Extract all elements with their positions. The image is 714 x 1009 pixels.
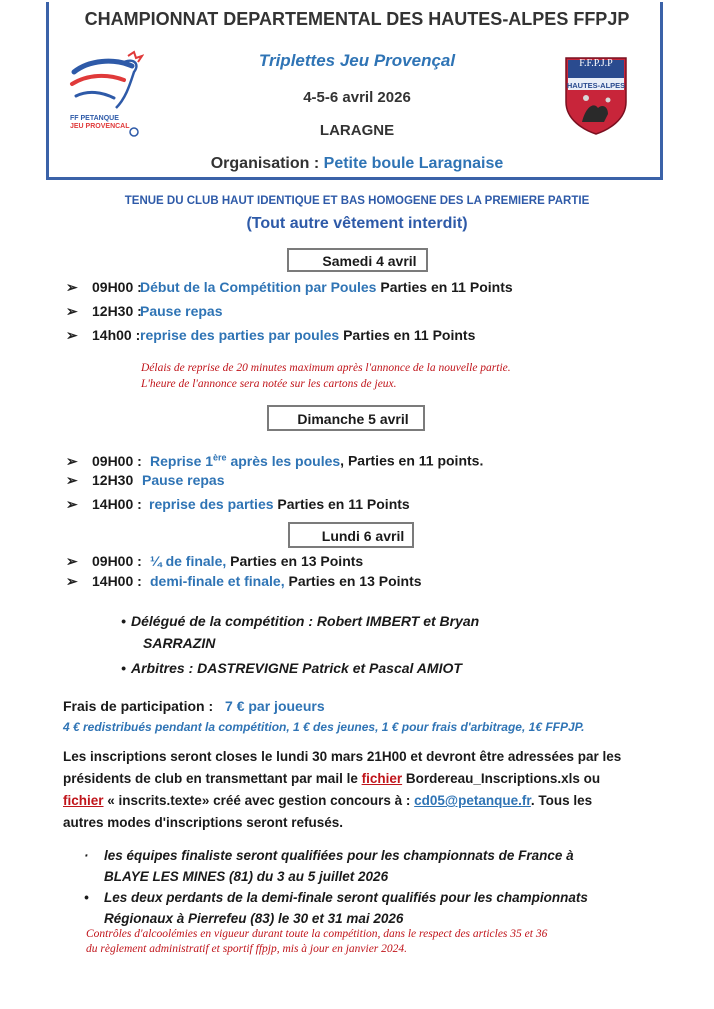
- page-title: CHAMPIONNAT DEPARTEMENTAL DES HAUTES-ALPES FFPJP: [84, 9, 630, 29]
- delegate: [121, 613, 479, 629]
- organisation-value: Petite boule Laragnaise: [323, 155, 504, 172]
- fichier-link[interactable]: fichier: [361, 771, 403, 786]
- item-event: reprise des parties: [149, 496, 274, 512]
- event-dates: 4-5-6 avril 2026: [303, 89, 411, 106]
- item-detail: Parties en 11 Points: [277, 496, 410, 512]
- item-event: demi-finale et finale,: [150, 573, 285, 589]
- registration-paragraph: [63, 746, 663, 834]
- schedule-item: [66, 573, 422, 590]
- registration-line4: autres modes d'inscriptions seront refusés.: [63, 815, 344, 830]
- item-detail: Parties en 13 Points: [288, 573, 422, 589]
- item-time: 14H00 :: [92, 496, 142, 512]
- arrow-icon: ➢: [66, 303, 78, 319]
- bullet-dot-icon: •: [84, 890, 89, 905]
- arrow-icon: ➢: [66, 452, 78, 469]
- q1-line1: les équipes finaliste seront qualifiées pour les championnats de France à: [104, 848, 574, 863]
- item-event-post: après les poules: [226, 452, 341, 469]
- dress-code-line1: TENUE DU CLUB HAUT IDENTIQUE ET BAS HOMOGENE DES LA PREMIERE PARTIE: [124, 195, 590, 207]
- organisation: [60, 155, 654, 173]
- item-time: 09H00 :: [92, 279, 142, 295]
- q2-line1: Les deux perdants de la demi-finale seront qualifiés pour les championnats: [104, 890, 588, 905]
- registration-line3-mid: « inscrits.texte» créé avec gestion concours à :: [103, 793, 415, 808]
- page-subtitle: Triplettes Jeu Provençal: [258, 51, 456, 70]
- item-detail: Parties en 11 Points: [343, 327, 476, 343]
- q1-line2: BLAYE LES MINES (81) du 3 au 5 juillet 2026: [104, 869, 389, 884]
- saturday-note-1: Délais de reprise de 20 minutes maximum après l'annonce de la nouvelle partie.: [141, 362, 511, 374]
- schedule-item: [66, 553, 363, 570]
- item-event-sup: ère: [213, 452, 227, 462]
- schedule-item: [66, 452, 483, 470]
- item-event: Début de la Compétition par Poules: [140, 279, 377, 295]
- arrow-icon: ➢: [66, 573, 78, 589]
- schedule-item: [66, 279, 513, 296]
- registration-line1: Les inscriptions seront closes le lundi 30 mars 21H00 et devront être adressées par les: [63, 749, 622, 764]
- schedule-item: [66, 327, 475, 344]
- registration-line3-post: . Tous les: [530, 793, 593, 808]
- logo-left-line2: JEU PROVENCAL: [70, 123, 130, 130]
- event-place: LARAGNE: [319, 122, 395, 139]
- item-event: [150, 453, 340, 469]
- registration-line3: [63, 790, 663, 812]
- logo-right-line1: F.F.P.J.P: [579, 58, 613, 69]
- arrow-icon: ➢: [66, 553, 78, 569]
- arrow-icon: ➢: [66, 496, 78, 512]
- item-detail: , Parties en 11 points.: [340, 452, 484, 469]
- registration-line2: [63, 768, 663, 790]
- email-link[interactable]: cd05@petanque.fr: [414, 793, 531, 808]
- referees: [121, 660, 462, 676]
- qualification-2: [84, 887, 588, 929]
- item-time: 12H30 :: [92, 303, 142, 319]
- registration-line2-pre: présidents de club en transmettant par mail le: [63, 771, 362, 786]
- item-event: Pause repas: [140, 303, 223, 319]
- item-event: reprise des parties par poules: [140, 327, 340, 343]
- q2-line2: Régionaux à Pierrefeu (83) le 30 et 31 mai 2026: [104, 911, 404, 926]
- fees-label: Frais de participation :: [63, 698, 214, 714]
- item-detail: Parties en 11 Points: [380, 279, 513, 295]
- arrow-icon: ➢: [66, 327, 78, 343]
- fichier-link-2[interactable]: fichier: [63, 793, 104, 808]
- item-time: 09H00 :: [92, 553, 142, 569]
- arrow-icon: ➢: [66, 472, 78, 488]
- dress-code-line2: (Tout autre vêtement interdit): [246, 215, 468, 232]
- alcohol-note: [86, 927, 547, 957]
- saturday-note-2: L'heure de l'annonce sera notée sur les cartons de jeux.: [141, 378, 397, 390]
- day-monday-box: Lundi 6 avril: [288, 522, 414, 548]
- item-detail: Parties en 13 Points: [230, 553, 364, 569]
- schedule-item: [66, 303, 223, 320]
- item-event: Pause repas: [142, 472, 225, 488]
- bullet-dot-icon: •: [121, 613, 126, 629]
- delegate-line2: SARRAZIN: [143, 635, 216, 651]
- item-event-pre: Reprise 1: [150, 452, 214, 469]
- logo-right-line2: HAUTES-ALPES: [566, 81, 626, 90]
- item-time: 09H00 :: [92, 452, 142, 469]
- item-event: ¼ de finale,: [150, 553, 227, 569]
- item-time: 12H30: [92, 472, 134, 488]
- alcohol-note-line2: du règlement administratif et sportif ffpjp, mis à jour en janvier 2024.: [86, 943, 408, 955]
- delegate-line1: Délégué de la compétition : Robert IMBERT et Bryan: [131, 613, 480, 629]
- registration-line2-post: Bordereau_Inscriptions.xls ou: [402, 771, 601, 786]
- fees-breakdown: 4 € redistribués pendant la compétition, 1 € des jeunes, 1 € pour frais d'arbitrage, 1€ FFPJP.: [63, 720, 585, 734]
- bullet-dot-icon: •: [121, 660, 126, 676]
- alcohol-note-line1: Contrôles d'alcoolémies en vigueur durant toute la compétition, dans le respect des articles 35 et 36: [86, 928, 548, 940]
- day-sunday-box: Dimanche 5 avril: [267, 405, 425, 431]
- logo-left-line1: FF PETANQUE: [70, 115, 119, 122]
- bullet-dot-icon: ·: [84, 848, 89, 863]
- day-saturday-box: Samedi 4 avril: [287, 248, 428, 272]
- fees: [63, 698, 325, 714]
- arrow-icon: ➢: [66, 279, 78, 295]
- item-time: 14H00 :: [92, 573, 142, 589]
- schedule-item: [66, 496, 410, 513]
- schedule-item: [66, 472, 225, 489]
- referees-text: Arbitres : DASTREVIGNE Patrick et Pascal AMIOT: [131, 660, 462, 676]
- qualification-1: [84, 845, 574, 887]
- item-time: 14h00 :: [92, 327, 141, 343]
- fees-value: 7 € par joueurs: [225, 698, 325, 714]
- organisation-label: Organisation :: [210, 155, 320, 172]
